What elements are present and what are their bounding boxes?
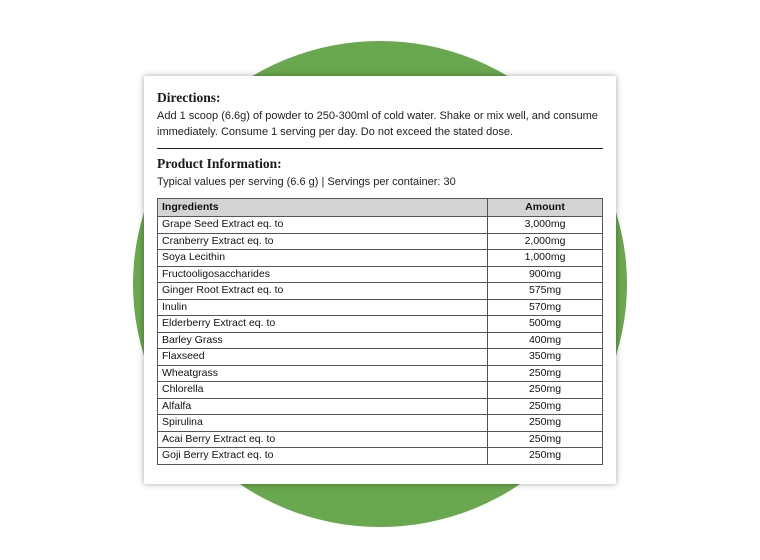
ingredient-name: Cranberry Extract eq. to: [158, 233, 488, 250]
ingredient-amount: 250mg: [488, 382, 603, 399]
ingredient-amount: 900mg: [488, 266, 603, 283]
ingredient-amount: 570mg: [488, 299, 603, 316]
ingredient-name: Ginger Root Extract eq. to: [158, 283, 488, 300]
table-row: [158, 299, 603, 316]
ingredient-amount: 500mg: [488, 316, 603, 333]
ingredient-name: Goji Berry Extract eq. to: [158, 448, 488, 465]
ingredient-amount: 250mg: [488, 365, 603, 382]
ingredients-table-body: [158, 217, 603, 465]
product-info-heading: Product Information:: [157, 156, 282, 171]
ingredient-name: Inulin: [158, 299, 488, 316]
ingredient-name: Flaxseed: [158, 349, 488, 366]
ingredient-amount: 250mg: [488, 398, 603, 415]
table-row: [158, 266, 603, 283]
ingredient-amount: 250mg: [488, 431, 603, 448]
ingredient-name: Wheatgrass: [158, 365, 488, 382]
ingredient-amount: 3,000mg: [488, 217, 603, 234]
ingredient-name: Soya Lecithin: [158, 250, 488, 267]
ingredient-amount: 1,000mg: [488, 250, 603, 267]
ingredient-amount: 350mg: [488, 349, 603, 366]
ingredient-amount: 250mg: [488, 448, 603, 465]
section-divider: [157, 148, 603, 149]
table-row: [158, 448, 603, 465]
table-row: [158, 283, 603, 300]
ingredients-table: [157, 198, 603, 465]
ingredient-amount: 2,000mg: [488, 233, 603, 250]
table-row: [158, 431, 603, 448]
ingredients-column-header: Ingredients: [158, 199, 488, 217]
label-card: [144, 76, 616, 484]
table-row: [158, 398, 603, 415]
table-row: [158, 217, 603, 234]
table-row: [158, 365, 603, 382]
ingredient-name: Barley Grass: [158, 332, 488, 349]
table-row: [158, 233, 603, 250]
ingredient-name: Chlorella: [158, 382, 488, 399]
ingredient-amount: 400mg: [488, 332, 603, 349]
table-row: [158, 349, 603, 366]
table-row: [158, 250, 603, 267]
table-row: [158, 316, 603, 333]
table-row: [158, 332, 603, 349]
directions-heading: Directions:: [157, 90, 221, 105]
ingredient-name: Alfalfa: [158, 398, 488, 415]
ingredient-name: Grape Seed Extract eq. to: [158, 217, 488, 234]
ingredient-amount: 250mg: [488, 415, 603, 432]
ingredient-name: Elderberry Extract eq. to: [158, 316, 488, 333]
product-info-subtitle: Typical values per serving (6.6 g) | Servings per container: 30: [157, 176, 456, 188]
ingredient-name: Fructooligosaccharides: [158, 266, 488, 283]
table-header-row: [158, 199, 603, 217]
ingredient-name: Spirulina: [158, 415, 488, 432]
directions-line-1: Add 1 scoop (6.6g) of powder to 250-300ml of cold water. Shake or mix well, and consume: [157, 110, 598, 122]
directions-line-2: immediately. Consume 1 serving per day. Do not exceed the stated dose.: [157, 126, 514, 138]
table-row: [158, 382, 603, 399]
amount-column-header: Amount: [488, 199, 603, 217]
ingredient-amount: 575mg: [488, 283, 603, 300]
table-row: [158, 415, 603, 432]
ingredient-name: Acai Berry Extract eq. to: [158, 431, 488, 448]
